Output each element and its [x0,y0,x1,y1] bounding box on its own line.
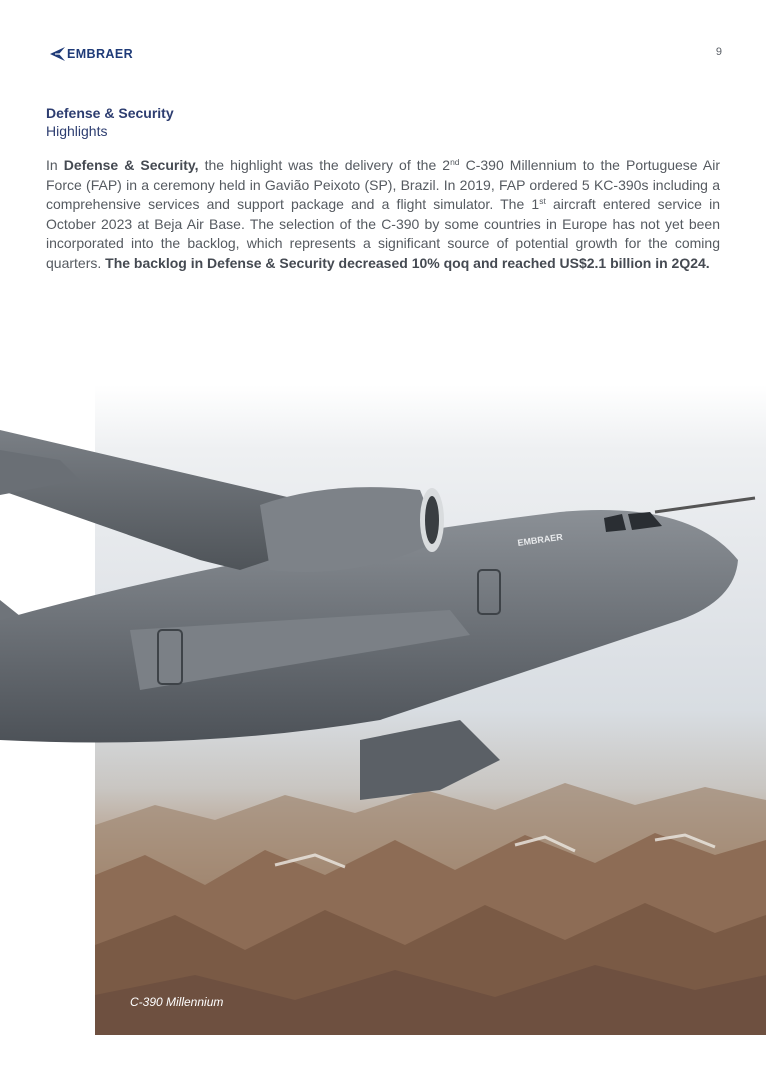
body-bold-run: Defense & Security, [63,157,199,173]
section-subtitle: Highlights [46,123,108,139]
embraer-logo-icon [46,45,66,63]
page-number: 9 [715,46,722,58]
ordinal-superscript: nd [450,157,460,167]
body-paragraph [46,156,720,274]
embraer-logo [46,44,146,64]
section-title: Defense & Security [46,105,174,121]
logo-wordmark: EMBRAER [67,47,133,61]
body-text-run: In [46,157,64,173]
ordinal-superscript: st [539,196,546,207]
body-text-run: C-390 Millennium to the Portuguese Air Force (FAP) in a ceremony held in Gavião Peixoto (SP), Brazil. In 2019, FAP ordered 5 KC-390s including a comprehensive services and support package and a flight simulator. The 1 [46,157,720,213]
image-caption: C-390 Millennium [130,995,224,1009]
backlog-highlight: The backlog in Defense & Security decreased 10% qoq and reached US$2.1 billion in 2Q24. [105,254,710,271]
fuselage-logo-text: EMBRAER [516,531,564,548]
body-text-run: aircraft entered service in October 2023 at Beja Air Base. The selection of the C-390 by some countries in Europe has not yet been incorporated into the backlog, which represents a significant source of potential growth for the coming quarters. [46,196,720,271]
body-text-run: the highlight was the delivery of the 2 [198,157,451,173]
c390-aircraft [0,420,760,820]
